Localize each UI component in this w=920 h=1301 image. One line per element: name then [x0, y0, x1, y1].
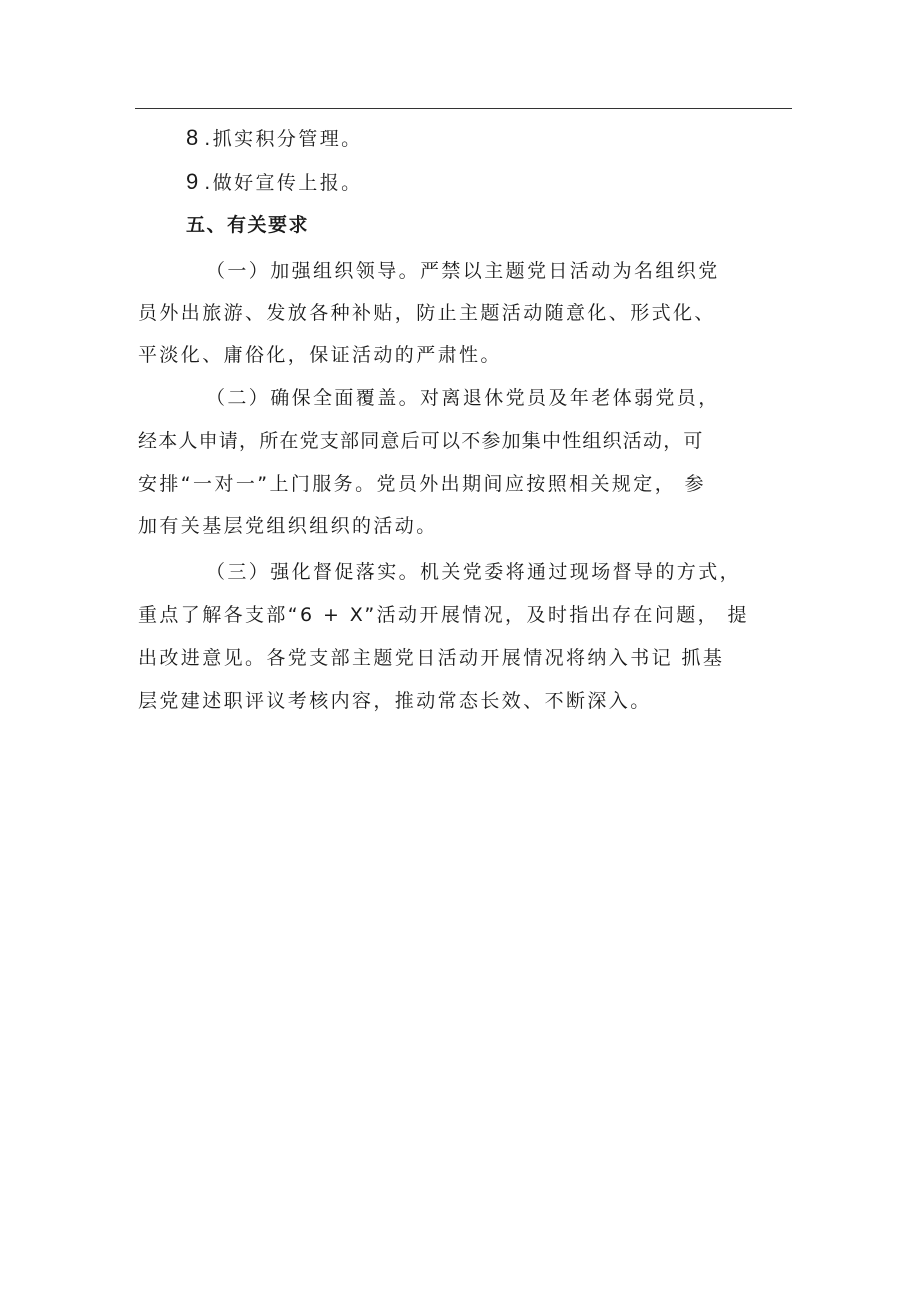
paragraph-line: 层党建述职评议考核内容，推动常态长效、不断深入。 [138, 690, 652, 712]
paragraph-line: 加有关基层党组织组织的活动。 [138, 515, 438, 537]
section-heading: 五、有关要求 [186, 214, 310, 236]
paragraph-line: 经本人申请，所在党支部同意后可以不参加集中性组织活动，可 [138, 430, 704, 452]
paragraph-line: （一）加强组织领导。严禁以主题党日活动为名组织党 [206, 260, 720, 282]
paragraph-line: 员外出旅游、发放各种补贴，防止主题活动随意化、形式化、 [138, 302, 716, 324]
paragraph-line: 安排“一对一”上门服务。党员外出期间应按照相关规定， 参 [138, 473, 706, 495]
paragraph-line: 重点了解各支部“6 + X”活动开展情况，及时指出存在问题， 提 [138, 604, 749, 626]
header-rule [135, 108, 792, 109]
item-text: .做好宣传上报。 [204, 172, 363, 194]
item-text: .抓实积分管理。 [204, 128, 363, 150]
paragraph-line: 出改进意见。各党支部主题党日活动开展情况将纳入书记 抓基 [138, 647, 725, 669]
paragraph-line: （三）强化督促落实。机关党委将通过现场督导的方式， [206, 561, 742, 583]
list-item [186, 170, 363, 195]
paragraph-line: （二）确保全面覆盖。对离退休党员及年老体弱党员， [206, 387, 720, 409]
paragraph-line: 平淡化、庸俗化，保证活动的严肃性。 [138, 344, 502, 366]
item-number: 8 [186, 125, 199, 150]
item-number: 9 [186, 169, 199, 194]
list-item [186, 126, 363, 151]
